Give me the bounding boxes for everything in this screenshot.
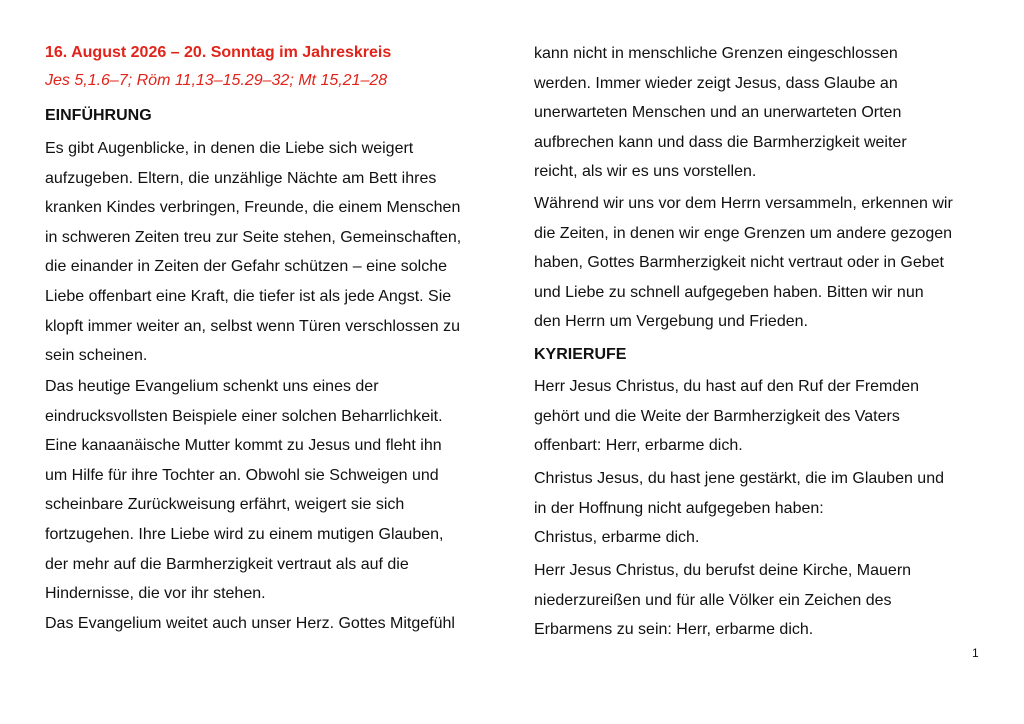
text-line: die einander in Zeiten der Gefahr schützen – eine solche [45,258,448,276]
text-line: Das heutige Evangelium schenkt uns eines der [45,378,379,395]
text-line: fortzugehen. Ihre Liebe wird zu einem mutigen Glauben, [45,525,444,543]
text-line: klopft immer weiter an, selbst wenn Türen verschlossen zu [45,317,460,335]
text-line: die Zeiten, in denen wir enge Grenzen um andere gezogen [534,224,953,242]
page-number: 1 [972,646,979,660]
text-line: den Herrn um Vergebung und Frieden. [534,313,808,331]
text-line: Eine kanaanäische Mutter kommt zu Jesus und fleht ihn [45,437,442,455]
text-line: reicht, als wir es uns vorstellen. [534,163,757,181]
text-line: Hindernisse, die vor ihr stehen. [45,585,266,603]
intro-paragraph-1 [45,134,461,371]
text-line: Es gibt Augenblicke, in denen die Liebe sich weigert [45,140,414,157]
text-line: um Hilfe für ihre Tochter an. Obwohl sie Schweigen und [45,466,439,484]
text-line: aufzugeben. Eltern, die unzählige Nächte am Bett ihres [45,169,437,187]
text-line: Herr Jesus Christus, du berufst deine Kirche, Mauern [534,562,912,579]
kyrie-invocation-1 [534,372,919,461]
intro-paragraph-3 [45,609,455,639]
kyrie-invocation-2 [534,464,944,553]
intro-paragraph-4 [534,189,953,337]
text-line: der mehr auf die Barmherzigkeit vertraut als auf die [45,555,409,573]
text-line: haben, Gottes Barmherzigkeit nicht vertraut oder in Gebet [534,254,944,272]
scripture-references: Jes 5,1.6–7; Röm 11,13–15.29–32; Mt 15,21–28 [45,72,388,89]
text-line: Herr Jesus Christus, du hast auf den Ruf der Fremden [534,378,920,395]
intro-paragraph-3-continued [534,39,907,187]
text-line: gehört und die Weite der Barmherzigkeit des Vaters [534,407,900,425]
text-line: aufbrechen kann und dass die Barmherzigkeit weiter [534,133,907,151]
text-line: Christus Jesus, du hast jene gestärkt, die im Glauben und [534,470,944,487]
text-line: eindrucksvollsten Beispiele einer solchen Beharrlichkeit. [45,407,443,425]
section-heading-einfuehrung: EINFÜHRUNG [45,107,152,124]
text-line: niederzureißen und für alle Völker ein Zeichen des [534,591,892,609]
text-line: Christus, erbarme dich. [534,529,700,547]
section-heading-kyrierufe: KYRIERUFE [534,346,627,363]
text-line: unerwarteten Menschen und an unerwarteten Orten [534,104,902,122]
text-line: Während wir uns vor dem Herrn versammeln, erkennen wir [534,195,953,212]
text-line: werden. Immer wieder zeigt Jesus, dass Glaube an [534,74,898,92]
kyrie-invocation-3 [534,556,911,645]
text-line: Liebe offenbart eine Kraft, die tiefer ist als jede Angst. Sie [45,287,452,305]
text-line: kranken Kindes verbringen, Freunde, die einem Menschen [45,199,461,217]
text-line: kann nicht in menschliche Grenzen eingeschlossen [534,45,898,62]
intro-paragraph-2 [45,372,443,609]
text-line: in schweren Zeiten treu zur Seite stehen, Gemeinschaften, [45,228,462,246]
text-line: Das Evangelium weitet auch unser Herz. Gottes Mitgefühl [45,615,455,632]
text-line: scheinbare Zurückweisung erfährt, weigert sie sich [45,496,405,514]
text-line: sein scheinen. [45,347,148,365]
text-line: und Liebe zu schnell aufgegeben haben. Bitten wir nun [534,283,924,301]
text-line: in der Hoffnung nicht aufgegeben haben: [534,499,824,517]
text-line: offenbart: Herr, erbarme dich. [534,437,743,455]
text-line: Erbarmens zu sein: Herr, erbarme dich. [534,621,814,639]
page-title: 16. August 2026 – 20. Sonntag im Jahreskreis [45,44,392,61]
